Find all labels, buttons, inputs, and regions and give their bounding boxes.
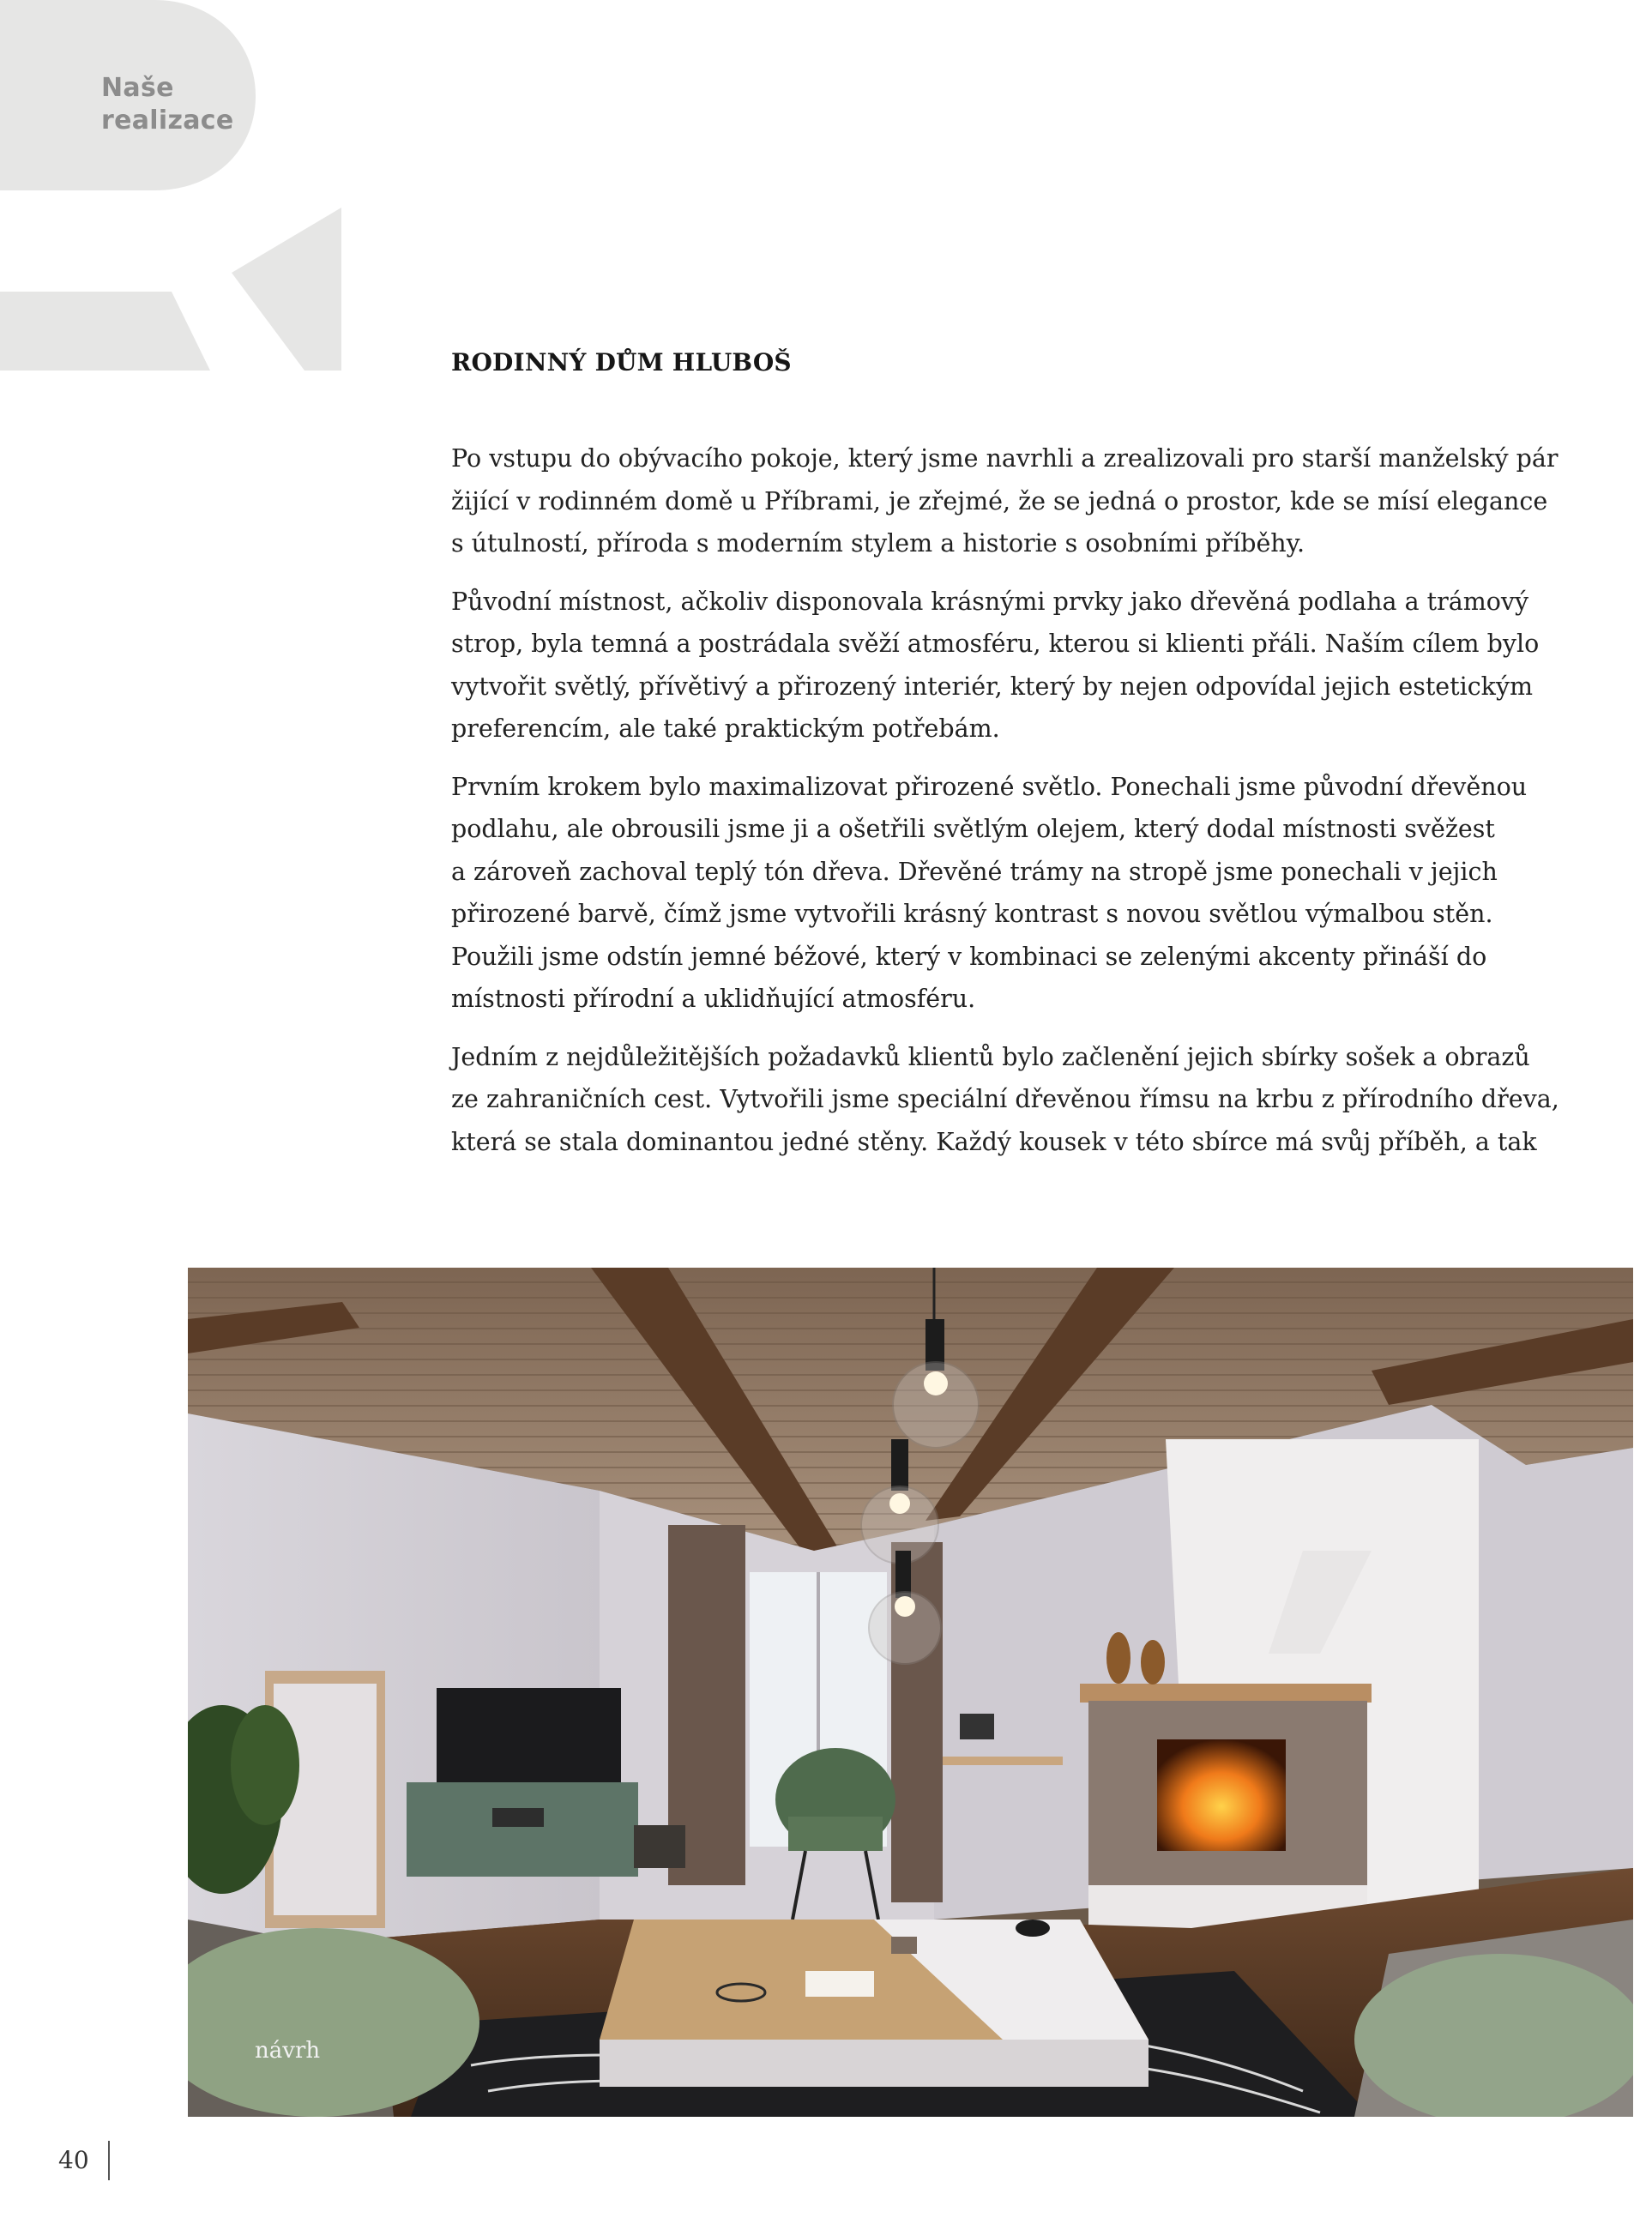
text-line: podlahu, ale obrousili jsme ji a ošetřili světlým olejem, který dodal místnosti svěžest	[451, 815, 1495, 843]
paragraph-4	[451, 1036, 1558, 1164]
text-line: Jedním z nejdůležitějších požadavků klientů bylo začlenění jejich sbírky sošek a obrazů	[451, 1042, 1530, 1071]
interior-photo	[188, 1268, 1633, 2117]
page-number-divider	[108, 2141, 110, 2180]
text-line: Původní místnost, ačkoliv disponovala krásnými prvky jako dřevěná podlaha a trámový	[451, 587, 1529, 616]
decorative-r-shape	[0, 0, 360, 377]
section-label	[101, 72, 234, 137]
text-line: Prvním krokem bylo maximalizovat přirozené světlo. Ponechali jsme původní dřevěnou	[451, 772, 1528, 801]
text-line: místnosti přírodní a uklidňující atmosféru.	[451, 985, 976, 1013]
text-line: a zároveň zachoval teplý tón dřeva. Dřevěné trámy na stropě jsme ponechali v jejich	[451, 857, 1498, 886]
article-title: RODINNÝ DŮM HLUBOŠ	[451, 348, 792, 377]
text-line: Použili jsme odstín jemné béžové, který v kombinaci se zelenými akcenty přináší do	[451, 942, 1487, 971]
page-number: 40	[58, 2146, 89, 2174]
paragraph-2	[451, 581, 1558, 750]
article-body	[451, 437, 1558, 1178]
text-line: strop, byla temná a postrádala svěží atmosféru, kterou si klienti přáli. Naším cílem bylo	[451, 630, 1540, 658]
text-line: vytvořit světlý, přívětivý a přirozený interiér, který by nejen odpovídal jejich estetickým	[451, 672, 1534, 701]
section-label-line1: Naše	[101, 73, 174, 103]
text-line: s útulností, příroda s moderním stylem a historie s osobními příběhy.	[451, 529, 1305, 558]
section-label-line2: realizace	[101, 105, 234, 136]
interior-rendering	[188, 1268, 1633, 2117]
text-line: která se stala dominantou jedné stěny. Každý kousek v této sbírce má svůj příběh, a tak	[451, 1127, 1537, 1156]
text-line: Po vstupu do obývacího pokoje, který jsme navrhli a zrealizovali pro starší manželský pár	[451, 444, 1559, 473]
text-line: žijící v rodinném domě u Příbrami, je zřejmé, že se jedná o prostor, kde se mísí elegance	[451, 486, 1548, 515]
text-line: přirozené barvě, čímž jsme vytvořili krásný kontrast s novou světlou výmalbou stěn.	[451, 900, 1493, 928]
text-line: preferencím, ale také praktickým potřebám.	[451, 714, 1000, 743]
paragraph-3	[451, 766, 1558, 1021]
text-line: ze zahraničních cest. Vytvořili jsme speciální dřevěnou římsu na krbu z přírodního dřeva,	[451, 1085, 1559, 1113]
photo-caption: návrh	[255, 2038, 321, 2064]
paragraph-1	[451, 437, 1558, 565]
